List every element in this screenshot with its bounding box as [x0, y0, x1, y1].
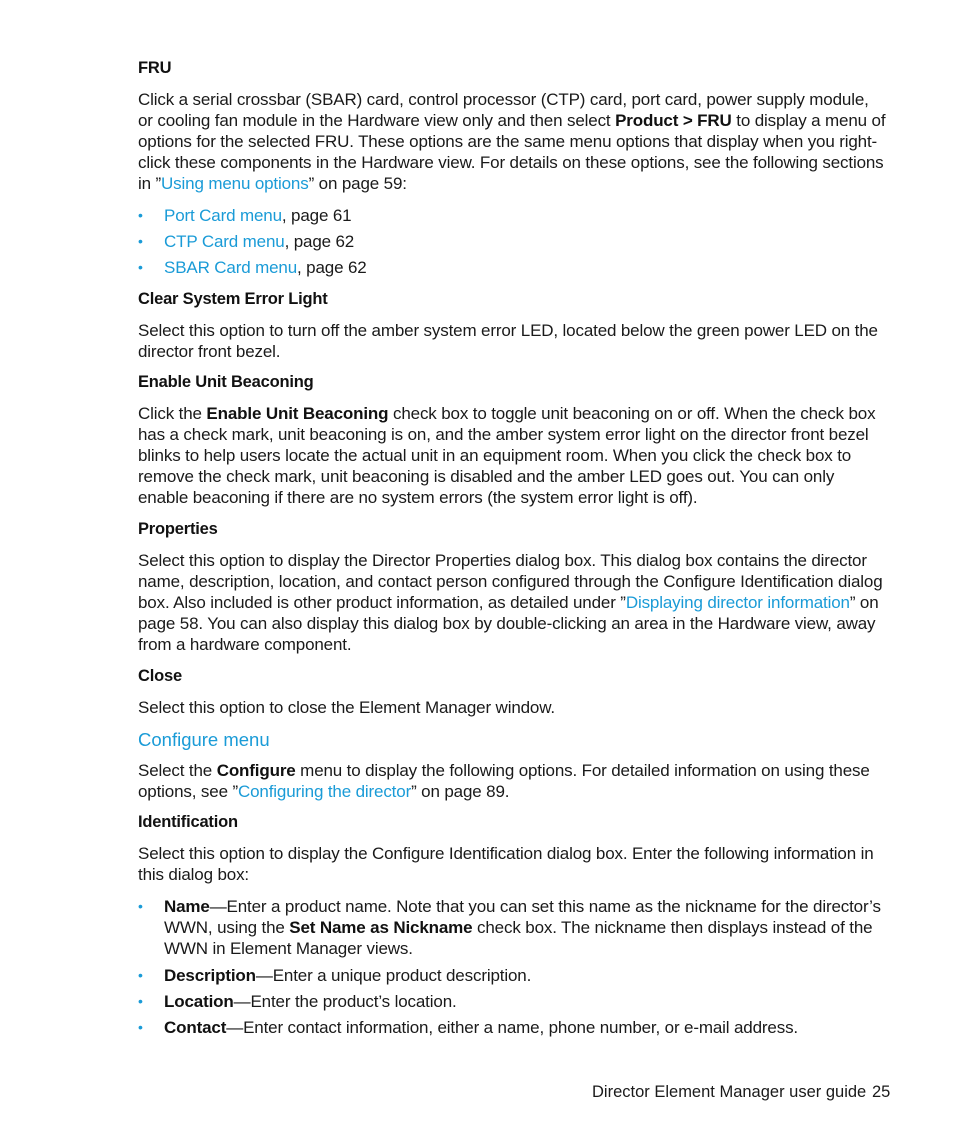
properties-paragraph [138, 550, 888, 655]
bullet-icon: • [138, 1019, 143, 1035]
fru-text-2: to display a menu of options for the selected FRU. These options are the same menu options that display when you right-click these components in the Hardware view. For details on these options, see the following sections in ” [138, 111, 886, 193]
list-item-text: —Enter contact information, either a name, phone number, or e-mail address. [226, 1018, 799, 1037]
displaying-director-information-link[interactable]: Displaying director information [625, 593, 850, 612]
list-item-text: —Enter the product’s location. [233, 992, 457, 1011]
clear-error-heading: Clear System Error Light [138, 290, 328, 308]
properties-text-1: Select this option to display the Director Properties dialog box. This dialog box contains the director name, description, location, and contact person configured through the Configure Identification dialog box. Also included is other product information, as detailed under ” [138, 551, 883, 612]
list-item-text: —Enter a unique product description. [255, 966, 532, 985]
bullet-icon: • [138, 207, 143, 223]
fru-text-1: Click a serial crossbar (SBAR) card, control processor (CTP) card, port card, power supply module, or cooling fan module in the Hardware view only and then select [138, 90, 869, 130]
beaconing-text-2: check box to toggle unit beaconing on or off. When the check box has a check mark, unit beaconing is on, and the amber system error light on the director front bezel blinks to help users locate the actual unit in an equipment room. When you click the check box to remove the check mark, unit beaconing is disabled and the amber LED goes out. You can only enable beaconing if there are no system errors (the system error light is off). [138, 404, 876, 507]
list-item-text: check box. The nickname then displays instead of the WWN in Element Manager views. [164, 918, 873, 958]
configure-text-1: Select the [138, 761, 217, 780]
description-term: Description [164, 966, 256, 985]
beaconing-paragraph [138, 403, 888, 508]
list-item [138, 231, 888, 252]
configure-term: Configure [216, 761, 296, 780]
list-item-text: —Enter a product name. Note that you can set this name as the nickname for the director’s WWN, using the [164, 897, 881, 937]
page-number: 25 [872, 1083, 891, 1101]
list-item [138, 257, 888, 278]
configure-text-3: ” on page 89. [411, 782, 510, 801]
list-item [138, 205, 888, 226]
fru-text-3: ” on page 59: [308, 174, 407, 193]
list-item-text: , page 62 [297, 258, 367, 277]
bullet-icon: • [138, 259, 143, 275]
list-item [138, 896, 888, 959]
sbar-card-menu-link[interactable]: SBAR Card menu [164, 258, 298, 277]
configure-text-2: menu to display the following options. For detailed information on using these options, see ” [138, 761, 870, 801]
clear-error-paragraph: Select this option to turn off the amber system error LED, located below the green power LED on the director front bezel. [138, 321, 878, 361]
configuring-the-director-link[interactable]: Configuring the director [237, 782, 412, 801]
list-item-text: , page 62 [284, 232, 355, 251]
product-fru-command: Product > FRU [615, 111, 732, 130]
footer-title: Director Element Manager user guide [592, 1083, 867, 1101]
configure-menu-heading: Configure menu [138, 729, 270, 750]
bullet-icon: • [138, 967, 143, 983]
identification-paragraph: Select this option to display the Configure Identification dialog box. Enter the following information in this dialog box: [138, 844, 874, 884]
list-item [138, 991, 888, 1012]
location-term: Location [164, 992, 234, 1011]
set-name-as-nickname-term: Set Name as Nickname [289, 918, 473, 937]
identification-heading: Identification [138, 813, 238, 831]
list-item-text: , page 61 [281, 206, 352, 225]
list-item [138, 1017, 888, 1038]
name-term: Name [164, 897, 210, 916]
properties-text-2: ” on page 58. You can also display this dialog box by double-clicking an area in the Hardware view, away from a hardware component. [138, 593, 879, 654]
beaconing-heading: Enable Unit Beaconing [138, 373, 314, 391]
fru-heading: FRU [138, 59, 172, 77]
beaconing-text-1: Click the [138, 404, 207, 423]
fru-paragraph [138, 89, 888, 194]
enable-unit-beaconing-term: Enable Unit Beaconing [206, 404, 389, 423]
properties-heading: Properties [138, 520, 218, 538]
configure-paragraph [138, 760, 888, 802]
bullet-icon: • [138, 898, 143, 914]
close-heading: Close [138, 667, 182, 685]
bullet-icon: • [138, 993, 143, 1009]
bullet-icon: • [138, 233, 143, 249]
port-card-menu-link[interactable]: Port Card menu [164, 206, 282, 225]
contact-term: Contact [164, 1018, 227, 1037]
close-paragraph: Select this option to close the Element Manager window. [138, 698, 555, 717]
ctp-card-menu-link[interactable]: CTP Card menu [164, 232, 285, 251]
using-menu-options-link[interactable]: Using menu options [161, 174, 309, 193]
list-item [138, 965, 888, 986]
